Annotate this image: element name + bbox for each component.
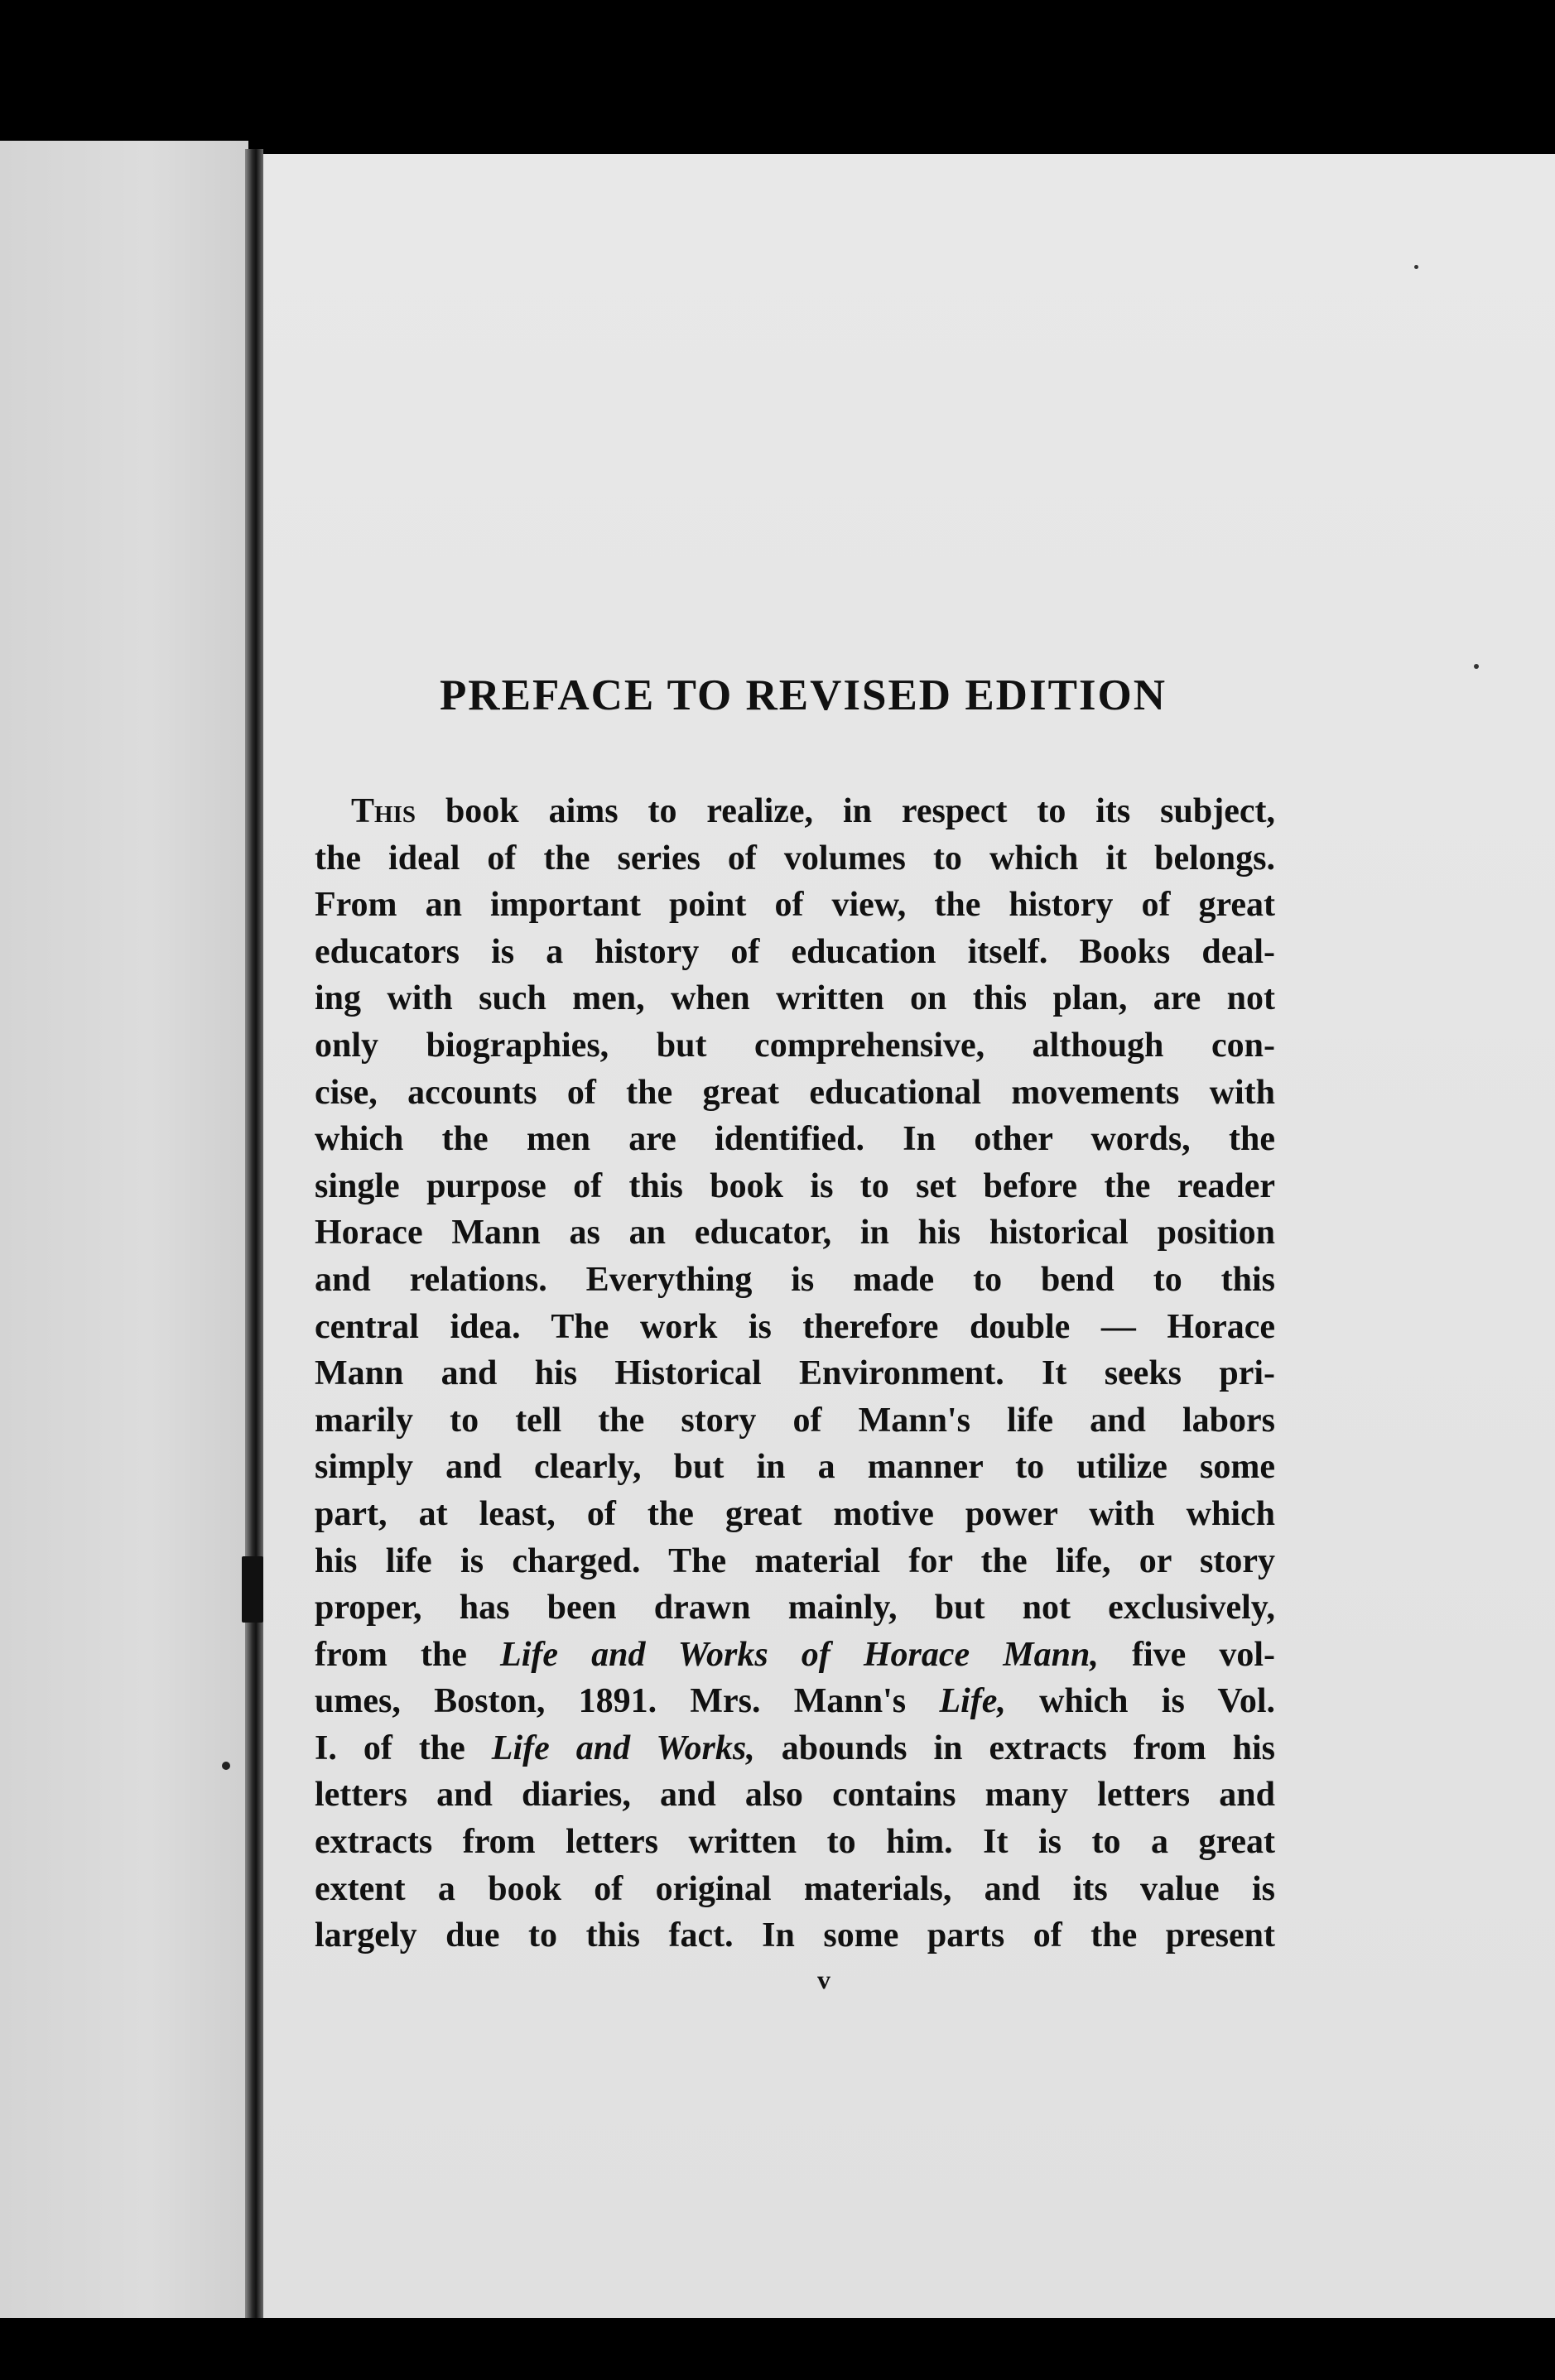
text-line <box>315 1678 1275 1725</box>
text-line: extracts from letters written to him. It is to a great <box>315 1823 1275 1862</box>
text-line: largely due to this fact. In some parts of the present <box>315 1916 1275 1955</box>
text-line: the ideal of the series of volumes to which it belongs. <box>315 839 1275 877</box>
text-line: Mann and his Historical Environment. It seeks pri- <box>315 1354 1275 1393</box>
scan-border-bottom <box>0 2318 1555 2380</box>
line-text: which is Vol. <box>1005 1682 1275 1721</box>
small-caps-word: This <box>351 792 416 830</box>
text-line: educators is a history of education itself. Books deal- <box>315 932 1275 971</box>
text-line <box>315 1632 1275 1679</box>
text-line: which the men are identified. In other words, the <box>315 1120 1275 1159</box>
scan-border-top <box>0 0 1555 157</box>
text-line: ing with such men, when written on this plan, are not <box>315 979 1275 1018</box>
text-line: marily to tell the story of Mann's life and labors <box>315 1401 1275 1440</box>
line-text: book aims to realize, in respect to its subject, <box>445 792 1276 830</box>
text-line: letters and diaries, and also contains many letters and <box>315 1776 1275 1815</box>
text-line <box>315 1725 1275 1772</box>
gutter-shadow-mark <box>242 1556 263 1623</box>
line-text: abounds in extracts from his <box>754 1729 1275 1767</box>
line-text: umes, Boston, 1891. Mrs. Mann's <box>315 1682 940 1721</box>
page-heading: PREFACE TO REVISED EDITION <box>439 671 1167 719</box>
italic-title: Life, <box>939 1682 1006 1721</box>
book-gutter <box>245 149 263 2326</box>
text-line: and relations. Everything is made to bend to this <box>315 1260 1275 1299</box>
line-text: I. of the <box>315 1729 492 1767</box>
text-line: extent a book of original materials, and its value is <box>315 1869 1275 1908</box>
italic-title: Life and Works of Horace Mann, <box>500 1635 1099 1674</box>
text-line: only biographies, but comprehensive, although con- <box>315 1026 1275 1065</box>
facing-page-edge <box>0 141 248 2326</box>
text-line: proper, has been drawn mainly, but not exclusively, <box>315 1589 1275 1628</box>
text-line: central idea. The work is therefore double — Horace <box>315 1307 1275 1346</box>
page-content <box>315 671 1275 1995</box>
preface-text <box>315 788 1275 1959</box>
ink-dot <box>222 1762 230 1770</box>
text-line: single purpose of this book is to set before the reader <box>315 1166 1275 1205</box>
text-line: part, at least, of the great motive power with which <box>315 1494 1275 1533</box>
dust-speck <box>1414 265 1418 269</box>
line-text: five vol- <box>1098 1635 1276 1674</box>
text-line <box>315 788 1275 835</box>
line-text: from the <box>315 1635 501 1674</box>
text-line: From an important point of view, the history of great <box>315 886 1275 925</box>
page-number: v <box>817 1964 830 1994</box>
text-line: his life is charged. The material for the life, or story <box>315 1541 1275 1580</box>
dust-speck <box>1474 664 1479 669</box>
text-line: cise, accounts of the great educational movements with <box>315 1073 1275 1112</box>
text-line: Horace Mann as an educator, in his historical position <box>315 1214 1275 1253</box>
italic-title: Life and Works, <box>491 1729 755 1767</box>
text-line: simply and clearly, but in a manner to utilize some <box>315 1448 1275 1487</box>
